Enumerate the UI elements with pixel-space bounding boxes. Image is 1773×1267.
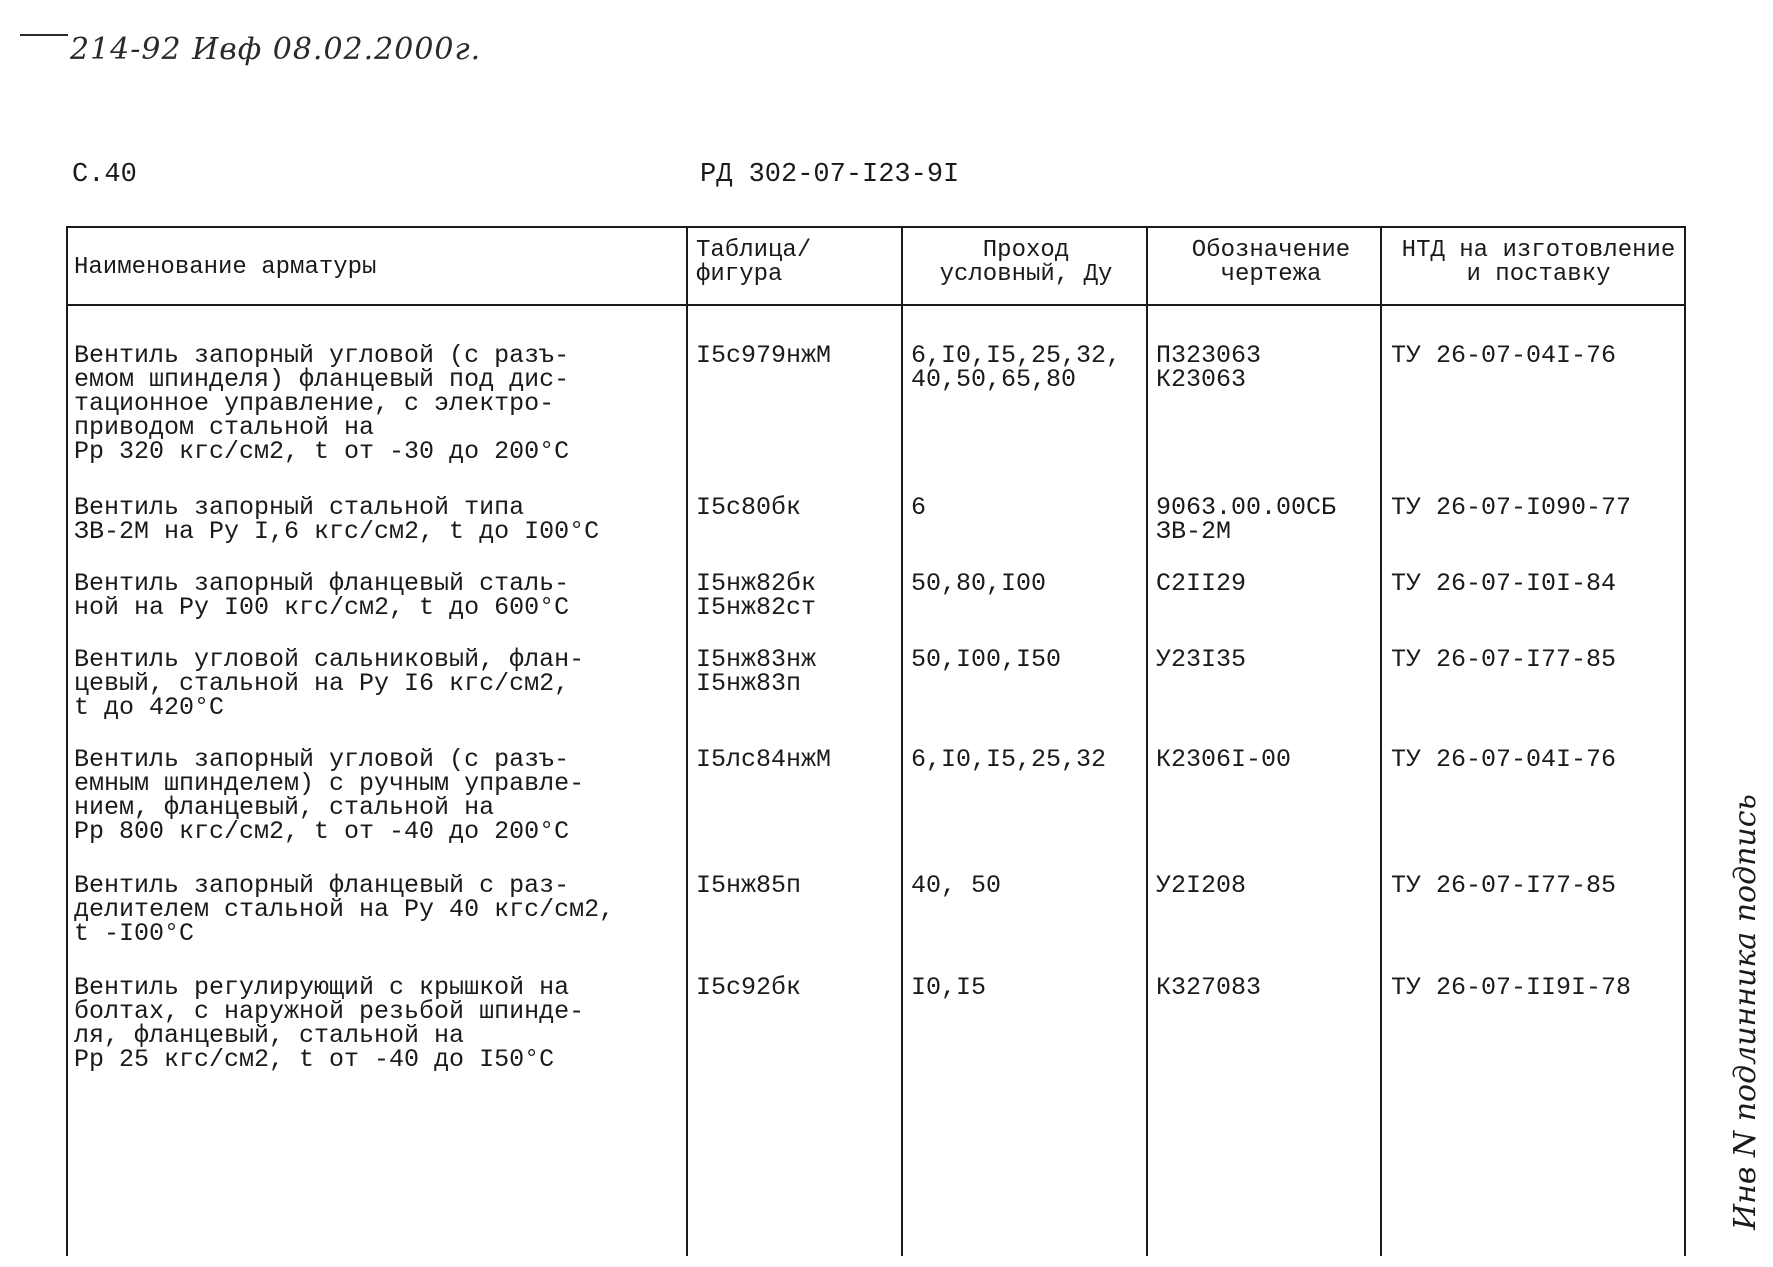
header-name: Наименование арматуры — [74, 254, 377, 281]
row-drawing: К2306I-00 — [1156, 745, 1292, 774]
row-figure: I5нж85п — [696, 871, 802, 900]
side-stamp: Инв N подлинника подпись — [1728, 794, 1763, 1230]
header-ntd: НТД на изготовление и поставку — [1401, 237, 1676, 288]
row-name: Вентиль запорный угловой (с разъ- емом шпинделя) фланцевый под дис- тационное управление, с электро- приводом стальной на Рр 320 кгс/см2, t от -30 до 200°С — [74, 341, 570, 466]
header-table-figure: Таблица/ фигура — [696, 237, 812, 288]
row-bore: 6 — [911, 493, 927, 522]
row-ntd: ТУ 26-07-I77-85 — [1391, 645, 1617, 674]
row-drawing: К327083 — [1156, 973, 1262, 1002]
valve-table — [66, 226, 1686, 1256]
table-left-border — [66, 226, 68, 1256]
row-name: Вентиль регулирующий с крышкой на болтах, с наружной резьбой шпинде- ля, фланцевый, стальной на Рр 25 кгс/см2, t от -40 до I50°С — [74, 973, 585, 1074]
row-drawing: С2II29 — [1156, 569, 1247, 598]
row-figure: I5нж82бк I5нж82ст — [696, 569, 817, 622]
row-figure: I5нж83нж I5нж83п — [696, 645, 817, 698]
row-bore: 50,80,I00 — [911, 569, 1047, 598]
row-name: Вентиль угловой сальниковый, флан- цевый, стальной на Ру I6 кгс/см2, t до 420°С — [74, 645, 585, 722]
header-nominal-bore: Проход условный, Ду — [939, 237, 1113, 288]
row-name: Вентиль запорный угловой (с разъ- емным шпинделем) с ручным управле- нием, фланцевый, стальной на Рр 800 кгс/см2, t от -40 до 200°С — [74, 745, 585, 846]
note-dash — [20, 34, 68, 36]
header-bottom-border — [66, 304, 1686, 306]
row-ntd: ТУ 26-07-04I-76 — [1391, 745, 1617, 774]
column-divider — [686, 226, 688, 1256]
header-drawing: Обозначение чертежа — [1191, 237, 1351, 288]
page-number: С.40 — [72, 160, 137, 190]
row-drawing: 9063.00.00СБ ЗВ-2М — [1156, 493, 1337, 546]
column-divider — [1146, 226, 1148, 1256]
row-figure: I5лс84нжМ — [696, 745, 832, 774]
row-ntd: ТУ 26-07-I090-77 — [1391, 493, 1632, 522]
row-figure: I5с979нжМ — [696, 341, 832, 370]
row-bore: 6,I0,I5,25,32, 40,50,65,80 — [911, 341, 1122, 394]
table-right-border — [1684, 226, 1686, 1256]
row-bore: 50,I00,I50 — [911, 645, 1062, 674]
row-bore: I0,I5 — [911, 973, 987, 1002]
row-name: Вентиль запорный фланцевый сталь- ной на Ру I00 кгс/см2, t до 600°С — [74, 569, 570, 622]
row-drawing: У2I208 — [1156, 871, 1247, 900]
column-divider — [901, 226, 903, 1256]
row-drawing: У23I35 — [1156, 645, 1247, 674]
row-ntd: ТУ 26-07-I77-85 — [1391, 871, 1617, 900]
row-ntd: ТУ 26-07-II9I-78 — [1391, 973, 1632, 1002]
document-code: РД 302-07-I23-9I — [700, 160, 960, 190]
handwritten-note: 214-92 Ивф 08.02.2000г. — [70, 32, 482, 67]
row-ntd: ТУ 26-07-I0I-84 — [1391, 569, 1617, 598]
row-figure: I5с80бк — [696, 493, 802, 522]
row-ntd: ТУ 26-07-04I-76 — [1391, 341, 1617, 370]
row-drawing: П323063 К23063 — [1156, 341, 1262, 394]
table-top-border — [66, 226, 1686, 228]
row-bore: 6,I0,I5,25,32 — [911, 745, 1107, 774]
row-name: Вентиль запорный стальной типа ЗВ-2М на Ру I,6 кгс/см2, t до I00°С — [74, 493, 600, 546]
row-figure: I5с92бк — [696, 973, 802, 1002]
row-name: Вентиль запорный фланцевый с раз- делителем стальной на Ру 40 кгс/см2, t -I00°С — [74, 871, 615, 948]
row-bore: 40, 50 — [911, 871, 1002, 900]
